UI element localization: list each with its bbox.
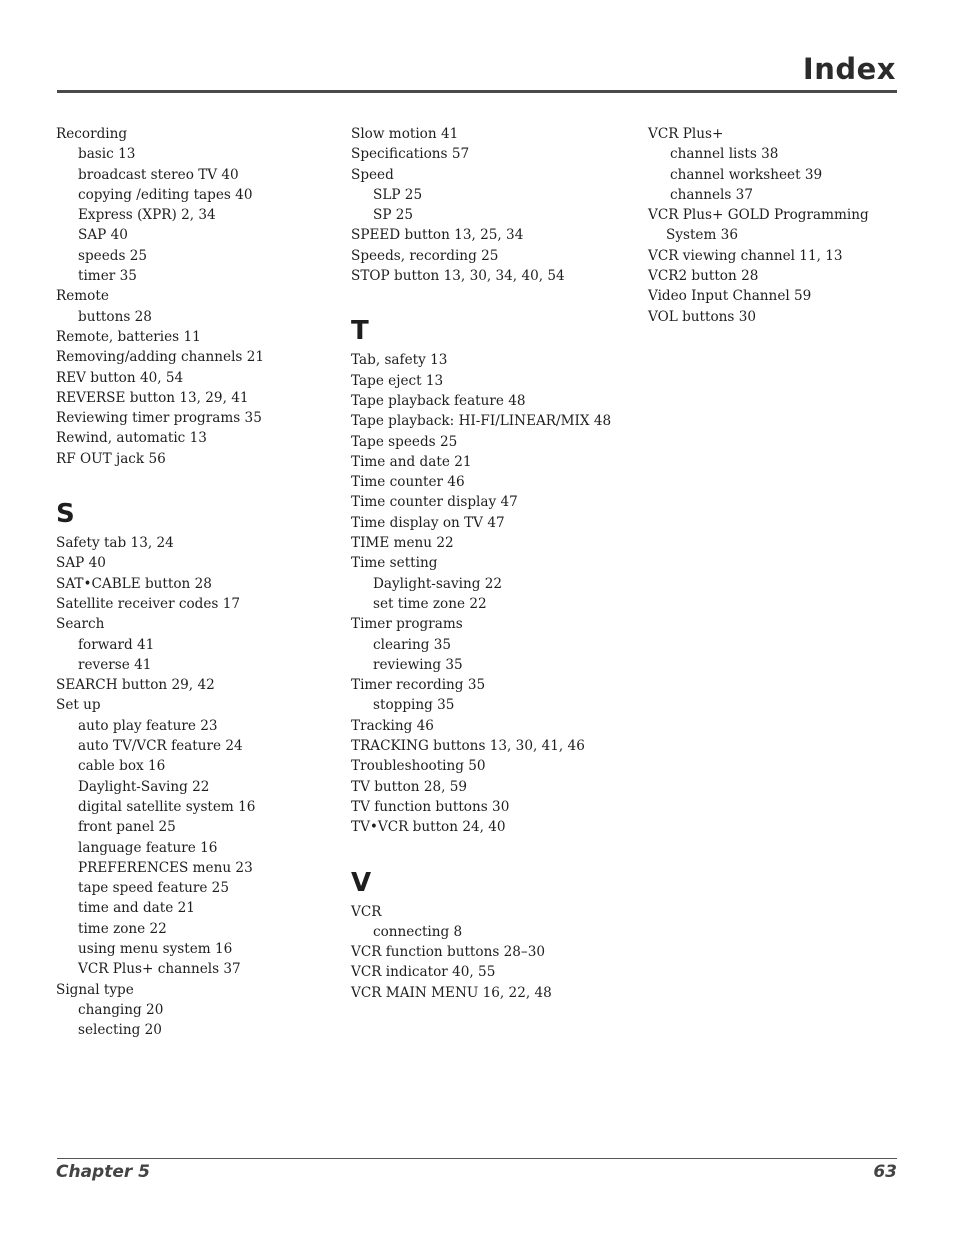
index-entry: Tracking 46	[351, 717, 434, 734]
index-subentry: changing 20	[78, 1001, 164, 1018]
index-subentry: digital satellite system 16	[78, 798, 256, 815]
index-entry: VOL buttons 30	[648, 308, 756, 325]
index-entry: Signal type	[56, 981, 134, 998]
index-entry: TRACKING buttons 13, 30, 41, 46	[351, 738, 585, 755]
index-subentry: Daylight-Saving 22	[78, 778, 210, 795]
index-entry: VCR	[351, 903, 382, 920]
index-entry: Set up	[56, 697, 101, 714]
index-entry: REV button 40, 54	[56, 369, 184, 386]
index-subentry: stopping 35	[373, 697, 455, 714]
index-entry: Satellite receiver codes 17	[56, 595, 241, 612]
index-entry: Search	[56, 616, 105, 633]
index-subentry: cable box 16	[78, 758, 166, 775]
index-entry: Slow motion 41	[351, 126, 459, 142]
index-entry: Tape speeds 25	[351, 433, 458, 450]
index-subentry: buttons 28	[78, 308, 152, 325]
index-subentry: selecting 20	[78, 1022, 162, 1039]
index-entry: VCR viewing channel 11, 13	[648, 247, 843, 264]
index-subentry: auto play feature 23	[78, 717, 218, 734]
index-entry: SAT•CABLE button 28	[56, 575, 212, 592]
index-letter-heading: T	[351, 316, 369, 347]
index-entry: Specifications 57	[351, 146, 470, 163]
index-subentry: VCR Plus+ channels 37	[78, 961, 241, 978]
index-letter-heading: S	[56, 499, 75, 530]
index-entry: Troubleshooting 50	[351, 758, 486, 775]
index-entry: VCR MAIN MENU 16, 22, 48	[351, 984, 552, 1001]
index-entry: SPEED button 13, 25, 34	[351, 227, 524, 244]
index-entry: SEARCH button 29, 42	[56, 677, 215, 694]
index-subentry: Daylight-saving 22	[373, 575, 503, 592]
index-letter-heading: V	[351, 867, 372, 898]
index-entry: VCR indicator 40, 55	[351, 964, 496, 981]
index-subentry: time and date 21	[78, 900, 195, 917]
index-subentry: language feature 16	[78, 839, 218, 856]
index-subentry: forward 41	[78, 636, 155, 653]
index-entry: SAP 40	[56, 555, 106, 572]
index-entry: Time counter display 47	[351, 494, 518, 511]
index-subentry: timer 35	[78, 268, 137, 285]
index-subentry: SAP 40	[78, 227, 128, 244]
footer-rule	[57, 1158, 897, 1159]
index-entry: VCR Plus+ GOLD Programming System 36	[648, 207, 869, 244]
index-subentry: PREFERENCES menu 23	[78, 859, 253, 876]
index-subentry: using menu system 16	[78, 940, 233, 957]
index-entry: VCR Plus+	[648, 126, 724, 142]
index-subentry: channel worksheet 39	[670, 166, 823, 183]
index-subentry: copying /editing tapes 40	[78, 186, 253, 203]
index-subentry: reviewing 35	[373, 656, 463, 673]
index-subentry: time zone 22	[78, 920, 167, 937]
index-subentry: broadcast stereo TV 40	[78, 166, 239, 183]
index-entry: REVERSE button 13, 29, 41	[56, 389, 249, 406]
index-entry: Speeds, recording 25	[351, 247, 499, 264]
index-subentry: SP 25	[373, 207, 414, 224]
index-entry: Tape playback feature 48	[351, 392, 526, 409]
index-entry: TV•VCR button 24, 40	[351, 819, 506, 836]
page-title: Index	[802, 52, 896, 86]
index-entry: TIME menu 22	[351, 535, 454, 552]
index-entry: Time setting	[351, 555, 438, 572]
footer-page-number: 63	[873, 1162, 897, 1182]
index-entry: VCR function buttons 28–30	[351, 944, 546, 961]
index-subentry: speeds 25	[78, 247, 148, 264]
index-entry: Tab, safety 13	[351, 352, 448, 369]
index-subentry: tape speed feature 25	[78, 880, 229, 897]
index-entry: Recording	[56, 126, 128, 142]
index-subentry: basic 13	[78, 146, 136, 163]
index-entry: Video Input Channel 59	[648, 288, 812, 305]
index-subentry: connecting 8	[373, 923, 463, 940]
index-entry: Tape playback: HI-FI/LINEAR/MIX 48	[351, 413, 612, 430]
index-entry: Remote	[56, 288, 109, 305]
index-subentry: set time zone 22	[373, 595, 487, 612]
index-entry: RF OUT jack 56	[56, 450, 166, 467]
index-entry: Time display on TV 47	[351, 514, 505, 531]
index-subentry: SLP 25	[373, 186, 423, 203]
index-column-3	[648, 124, 898, 327]
index-entry: Reviewing timer programs 35	[56, 410, 262, 427]
index-subentry: channels 37	[670, 186, 753, 203]
index-entry: Time counter 46	[351, 474, 465, 491]
index-entry: Safety tab 13, 24	[56, 535, 174, 552]
index-entry: Remote, batteries 11	[56, 328, 201, 345]
index-subentry: reverse 41	[78, 656, 152, 673]
index-subentry: clearing 35	[373, 636, 452, 653]
index-entry: TV function buttons 30	[351, 798, 510, 815]
index-entry: Rewind, automatic 13	[56, 430, 207, 447]
index-subentry: front panel 25	[78, 819, 176, 836]
index-entry: Removing/adding channels 21	[56, 349, 265, 366]
index-entry: TV button 28, 59	[351, 778, 468, 795]
footer-chapter: Chapter 5	[56, 1162, 151, 1182]
index-entry: Speed	[351, 166, 394, 183]
index-entry: Timer recording 35	[351, 677, 486, 694]
index-subentry: channel lists 38	[670, 146, 779, 163]
index-entry: VCR2 button 28	[648, 268, 759, 285]
header-rule	[57, 90, 897, 93]
index-column-1	[56, 124, 336, 1040]
index-entry: Time and date 21	[351, 453, 472, 470]
index-entry: STOP button 13, 30, 34, 40, 54	[351, 268, 565, 285]
index-entry: Tape eject 13	[351, 372, 444, 389]
index-subentry: Express (XPR) 2, 34	[78, 207, 216, 224]
index-subentry: auto TV/VCR feature 24	[78, 738, 243, 755]
index-entry: Timer programs	[351, 616, 463, 633]
index-column-2	[351, 124, 631, 1003]
